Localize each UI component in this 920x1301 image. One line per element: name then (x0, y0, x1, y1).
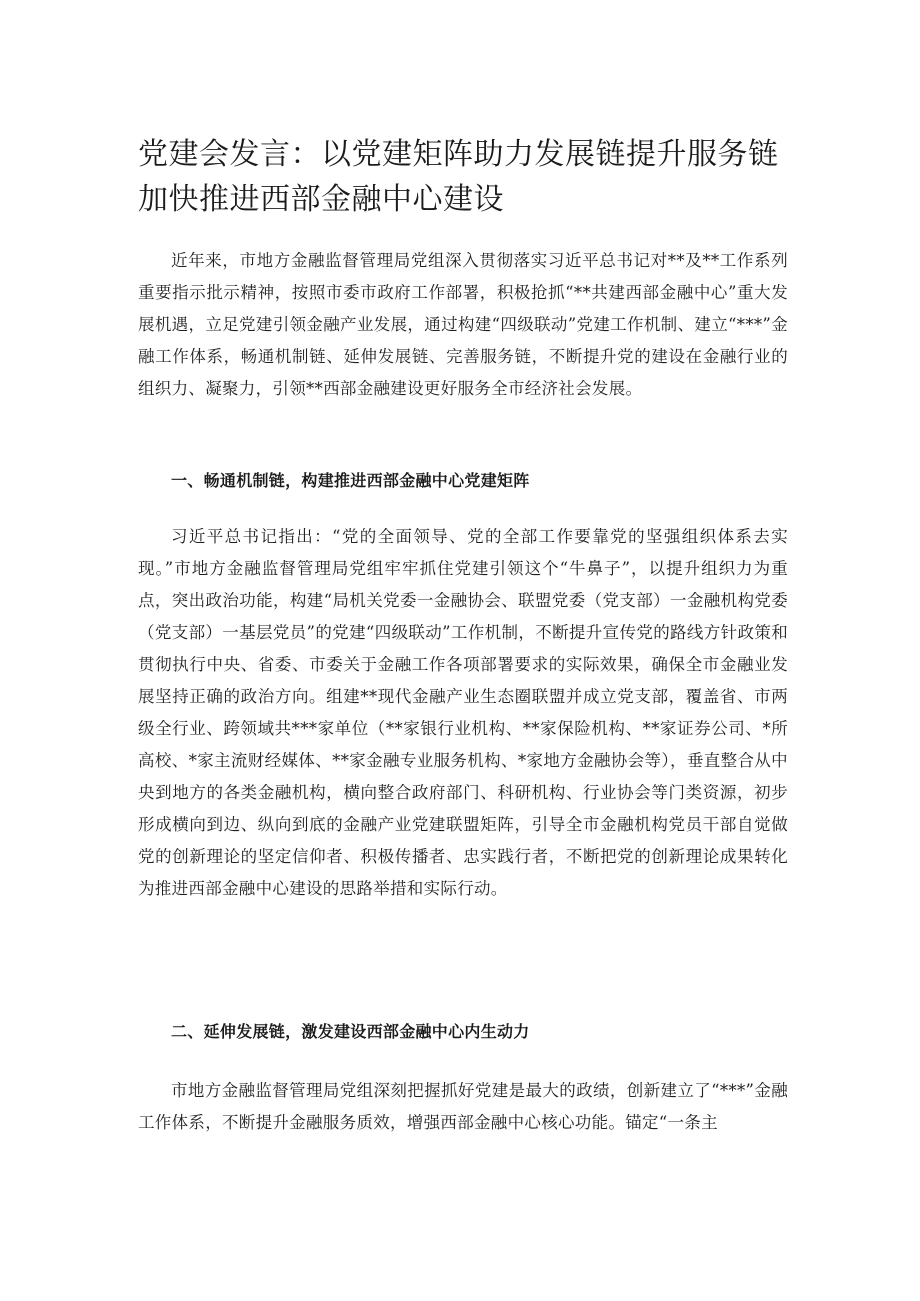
section-2-paragraph: 市地方金融监督管理局党组深刻把握抓好党建是最大的政绩，创新建立了“***”金融工作体系，不断提升金融服务质效，增强西部金融中心核心功能。锚定“一条主 (138, 1081, 788, 1132)
document-title: 党建会发言：以党建矩阵助力发展链提升服务链加快推进西部金融中心建设 (138, 137, 779, 217)
section-1-paragraph: 习近平总书记指出：“党的全面领导、党的全部工作要靠党的坚强组织体系去实现。”市地方金融监督管理局党组牢牢抓住党建引领这个“牛鼻子”，以提升组织力为重点，突出政治功能，构建“局机关党委一金融协会、联盟党委（党支部）一金融机构党委（党支部）一基层党员”的党建“四级联动”工作机制，不断提升宣传党的路线方针政策和贯彻执行中央、省委、市委关于金融工作各项部署要求的实际效果，确保全市金融业发展坚持正确的政治方向。组建**现代金融产业生态圈联盟并成立党支部，覆盖省、市两级全行业、跨领域共***家单位（**家银行业机构、**家保险机构、**家证券公司、*所高校、*家主流财经媒体、**家金融专业服务机构、*家地方金融协会等），垂直整合从中央到地方的各类金融机构，横向整合政府部门、科研机构、行业协会等门类资源，初步形成横向到边、纵向到底的金融产业党建联盟矩阵，引导全市金融机构党员干部自觉做党的创新理论的坚定信仰者、积极传播者、忠实践行者，不断把党的创新理论成果转化为推进西部金融中心建设的思路举措和实际行动。 (138, 527, 788, 898)
section-heading-1: 一、畅通机制链，构建推进西部金融中心党建矩阵 (171, 471, 530, 490)
intro-paragraph: 近年来，市地方金融监督管理局党组深入贯彻落实习近平总书记对**及**工作系列重要指示批示精神，按照市委市政府工作部署，积极抢抓“**共建西部金融中心”重大发展机遇，立足党建引领金融产业发展，通过构建“四级联动”党建工作机制、建立“***”金融工作体系，畅通机制链、延伸发展链、完善服务链，不断提升党的建设在金融行业的组织力、凝聚力，引领**西部金融建设更好服务全市经济社会发展。 (138, 251, 788, 398)
section-heading-2: 二、延伸发展链，激发建设西部金融中心内生动力 (171, 1022, 530, 1041)
